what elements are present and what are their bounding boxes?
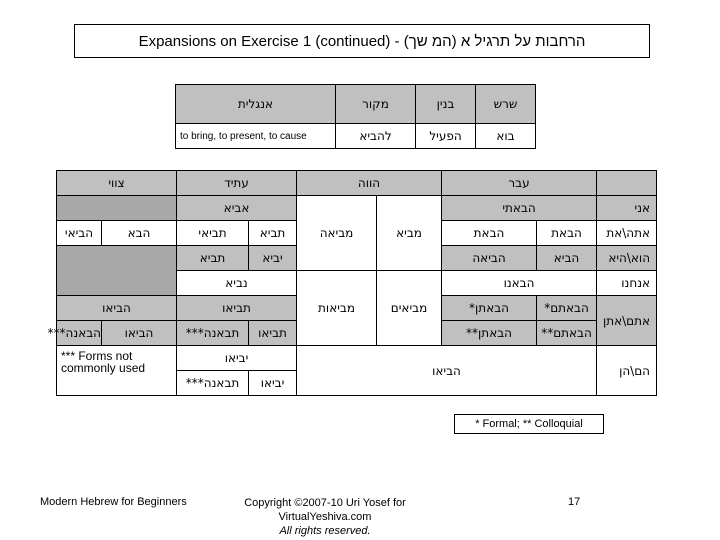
future-hu: יביא xyxy=(249,246,297,271)
conjugation-table xyxy=(47,170,657,396)
past-atem-colloquial: הבאתם** xyxy=(537,321,597,346)
future-atem: תביאו xyxy=(249,321,297,346)
past-ani: הבאתי xyxy=(442,196,597,221)
imperative-header: צווי xyxy=(57,171,177,196)
root-value: בוא xyxy=(476,124,536,149)
past-atem-formal: הבאתם* xyxy=(537,296,597,321)
future-anachnu: נביא xyxy=(177,271,297,296)
present-f-pl: מביאות xyxy=(297,271,377,346)
verb-info-table xyxy=(175,84,536,149)
past-anachnu: הבאנו xyxy=(442,271,597,296)
future-header: עתיד xyxy=(177,171,297,196)
present-f-sg: מביאה xyxy=(297,196,377,271)
past-header: עבר xyxy=(442,171,597,196)
pronoun-ani: אני xyxy=(597,196,657,221)
english-value: to bring, to present, to cause xyxy=(176,124,336,149)
future-ani: אביא xyxy=(177,196,297,221)
pronoun-atem-aten: אתם\אתן xyxy=(597,296,657,346)
binyan-value: הפעיל xyxy=(416,124,476,149)
imperative-atem: הביאו xyxy=(102,321,177,346)
past-aten-formal: הבאתן* xyxy=(442,296,537,321)
present-m-pl: מביאים xyxy=(377,271,442,346)
corner-cell xyxy=(597,171,657,196)
footer-page-number: 17 xyxy=(568,496,581,508)
past-hi: הביאה xyxy=(442,246,537,271)
pronoun-ata-at: אתה\את xyxy=(597,221,657,246)
present-header: הווה xyxy=(297,171,442,196)
pronoun-hem-hen: הם\הן xyxy=(597,346,657,396)
imperative-ani-empty xyxy=(57,196,177,221)
past-ata: הבאת xyxy=(537,221,597,246)
imperative-aten: הבאנה*** xyxy=(57,321,102,346)
future-hem-header: יביאו xyxy=(177,346,297,371)
future-hi: תביא xyxy=(177,246,249,271)
present-m-sg: מביא xyxy=(377,196,442,271)
past-aten-colloquial: הבאתן** xyxy=(442,321,537,346)
future-at: תביאי xyxy=(177,221,249,246)
future-ata: תביא xyxy=(249,221,297,246)
past-at: הבאת xyxy=(442,221,537,246)
legend-colloquial: ** Colloquial xyxy=(522,418,583,430)
footer-book-title: Modern Hebrew for Beginners xyxy=(40,496,187,508)
past-hu: הביא xyxy=(537,246,597,271)
legend xyxy=(454,414,604,434)
infinitive-value: להביא xyxy=(336,124,416,149)
binyan-header: בנין xyxy=(416,85,476,124)
future-hen: תבאנה*** xyxy=(177,371,249,396)
pronoun-hu-hi: הוא\היא xyxy=(597,246,657,271)
legend-formal: * Formal; xyxy=(475,418,520,430)
future-atem-header: תביאו xyxy=(177,296,297,321)
footer-copyright-line1: Copyright ©2007-10 Uri Yosef for VirtualYeshiva.com xyxy=(244,497,406,523)
root-header: שרש xyxy=(476,85,536,124)
footer-copyright xyxy=(220,496,430,538)
pronoun-anachnu: אנחנו xyxy=(597,271,657,296)
imperative-atem-header: הביאו xyxy=(57,296,177,321)
imperative-ata: הבא xyxy=(102,221,177,246)
future-aten: תבאנה*** xyxy=(177,321,249,346)
imperative-at: הביאי xyxy=(57,221,102,246)
footer-copyright-line2: All rights reserved. xyxy=(279,525,371,537)
page-title: Expansions on Exercise 1 (continued) - הרחבות על תרגיל א (המ שך) xyxy=(74,24,650,58)
english-header: אנגלית xyxy=(176,85,336,124)
future-hem: יביאו xyxy=(249,371,297,396)
infinitive-header: מקור xyxy=(336,85,416,124)
past-hem: הביאו xyxy=(297,346,597,396)
forms-note: *** Forms not commonly used xyxy=(57,346,177,396)
imperative-hu-empty xyxy=(57,246,177,296)
